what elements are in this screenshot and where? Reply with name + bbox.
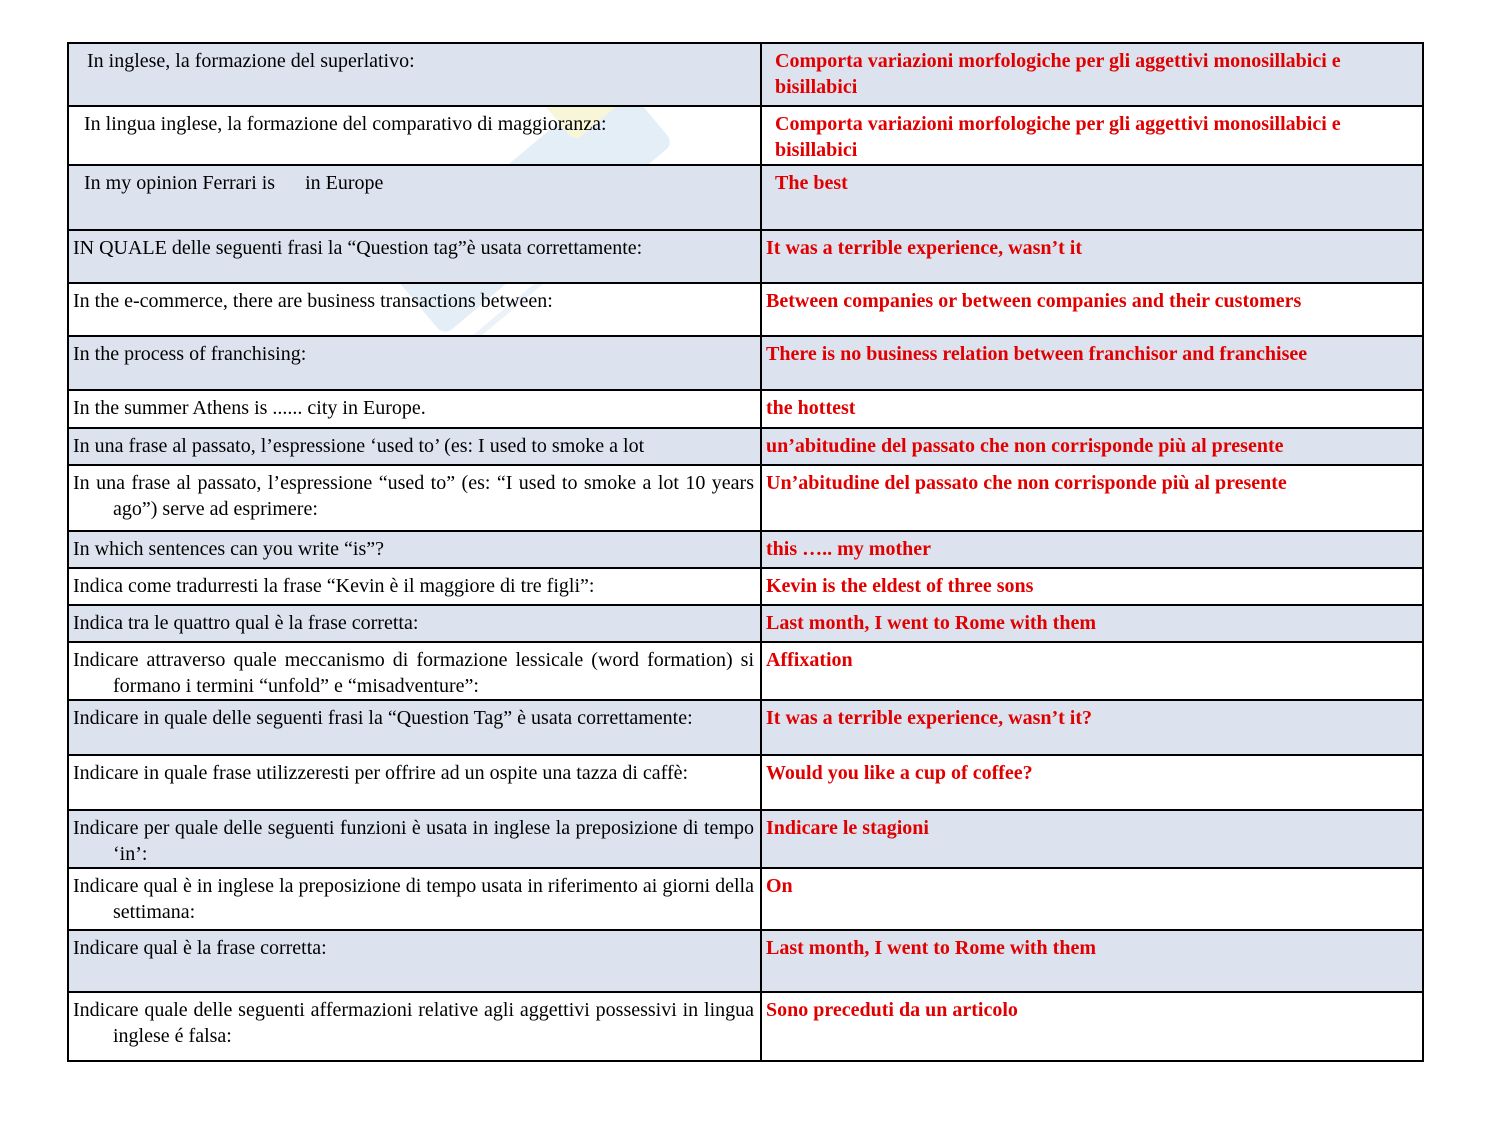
question-cell: [68, 868, 761, 930]
answer-cell: Would you like a cup of coffee?: [761, 755, 1423, 810]
table-row: [68, 106, 1423, 165]
table-row: [68, 568, 1423, 605]
question-text: In inglese, la formazione del superlativo:: [87, 50, 415, 72]
table-row: [68, 336, 1423, 390]
answer-cell: It was a terrible experience, wasn’t it: [761, 230, 1423, 283]
table-row: [68, 465, 1423, 531]
question-text: In the summer Athens is ...... city in Europe.: [73, 397, 426, 419]
answer-cell: Comporta variazioni morfologiche per gli aggettivi monosillabici e bisillabici: [761, 43, 1423, 106]
question-text: Indica tra le quattro qual è la frase corretta:: [73, 612, 419, 634]
table-row: [68, 531, 1423, 568]
qa-table: [67, 42, 1424, 1062]
question-text: IN QUALE delle seguenti frasi la “Question tag”è usata correttamente:: [73, 237, 643, 259]
answer-cell: It was a terrible experience, wasn’t it?: [761, 700, 1423, 755]
answer-cell: the hottest: [761, 390, 1423, 428]
question-cell: [68, 428, 761, 465]
table-row: [68, 810, 1423, 868]
question-text: Indicare in quale frase utilizzeresti per offrire ad un ospite una tazza di caffè:: [73, 762, 689, 784]
question-text: Indicare qual è la frase corretta:: [73, 937, 327, 959]
question-cell: [68, 390, 761, 428]
table-row: [68, 283, 1423, 336]
question-cell: [68, 230, 761, 283]
table-row: [68, 930, 1423, 992]
table-row: [68, 390, 1423, 428]
question-text: Indica come tradurresti la frase “Kevin è il maggiore di tre figli”:: [73, 575, 595, 597]
answer-cell: Affixation: [761, 642, 1423, 700]
answer-cell: Last month, I went to Rome with them: [761, 605, 1423, 642]
table-row: [68, 992, 1423, 1061]
question-cell: [68, 755, 761, 810]
table-row: [68, 700, 1423, 755]
answer-cell: un’abitudine del passato che non corrisponde più al presente: [761, 428, 1423, 465]
table-row: [68, 43, 1423, 106]
question-text: Indicare quale delle seguenti affermazioni relative agli aggettivi possessivi in lingua inglese é falsa:: [73, 999, 754, 1047]
question-cell: [68, 283, 761, 336]
answer-cell: Comporta variazioni morfologiche per gli aggettivi monosillabici e bisillabici: [761, 106, 1423, 165]
question-cell: [68, 642, 761, 700]
question-cell: [68, 992, 761, 1061]
answer-cell: Last month, I went to Rome with them: [761, 930, 1423, 992]
table-row: [68, 642, 1423, 700]
table-row: [68, 605, 1423, 642]
question-text: In una frase al passato, l’espressione ‘used to’ (es: I used to smoke a lot: [73, 435, 645, 457]
answer-cell: There is no business relation between franchisor and franchisee: [761, 336, 1423, 390]
question-cell: [68, 336, 761, 390]
answer-cell: Kevin is the eldest of three sons: [761, 568, 1423, 605]
question-text: In una frase al passato, l’espressione “used to” (es: “I used to smoke a lot 10 years ago”) serve ad esprimere:: [73, 472, 754, 520]
question-text: In which sentences can you write “is”?: [73, 538, 384, 560]
question-text: In the process of franchising:: [73, 343, 307, 365]
answer-cell: Between companies or between companies and their customers: [761, 283, 1423, 336]
question-text: Indicare per quale delle seguenti funzioni è usata in inglese la preposizione di tempo ‘in’:: [73, 817, 754, 865]
question-cell: [68, 605, 761, 642]
question-text: In the e-commerce, there are business transactions between:: [73, 290, 553, 312]
answer-cell: Indicare le stagioni: [761, 810, 1423, 868]
table-row: [68, 755, 1423, 810]
table-row: [68, 165, 1423, 230]
question-text: Indicare attraverso quale meccanismo di formazione lessicale (word formation) si formano i termini “unfold” e “misadventure”:: [73, 649, 754, 697]
question-text: Indicare qual è in inglese la preposizione di tempo usata in riferimento ai giorni della settimana:: [73, 875, 754, 923]
question-cell: [68, 568, 761, 605]
question-cell: [68, 106, 761, 165]
question-cell: [68, 43, 761, 106]
question-cell: [68, 165, 761, 230]
answer-cell: Un’abitudine del passato che non corrisponde più al presente: [761, 465, 1423, 531]
answer-cell: this ….. my mother: [761, 531, 1423, 568]
question-cell: [68, 700, 761, 755]
question-cell: [68, 531, 761, 568]
question-text: In lingua inglese, la formazione del comparativo di maggioranza:: [84, 113, 607, 135]
answer-cell: The best: [761, 165, 1423, 230]
answer-cell: On: [761, 868, 1423, 930]
table-row: [68, 868, 1423, 930]
question-cell: [68, 810, 761, 868]
table-row: [68, 230, 1423, 283]
question-text: In my opinion Ferrari is in Europe: [84, 172, 384, 194]
question-text: Indicare in quale delle seguenti frasi la “Question Tag” è usata correttamente:: [73, 707, 693, 729]
table-row: [68, 428, 1423, 465]
question-cell: [68, 930, 761, 992]
question-cell: [68, 465, 761, 531]
answer-cell: Sono preceduti da un articolo: [761, 992, 1423, 1061]
